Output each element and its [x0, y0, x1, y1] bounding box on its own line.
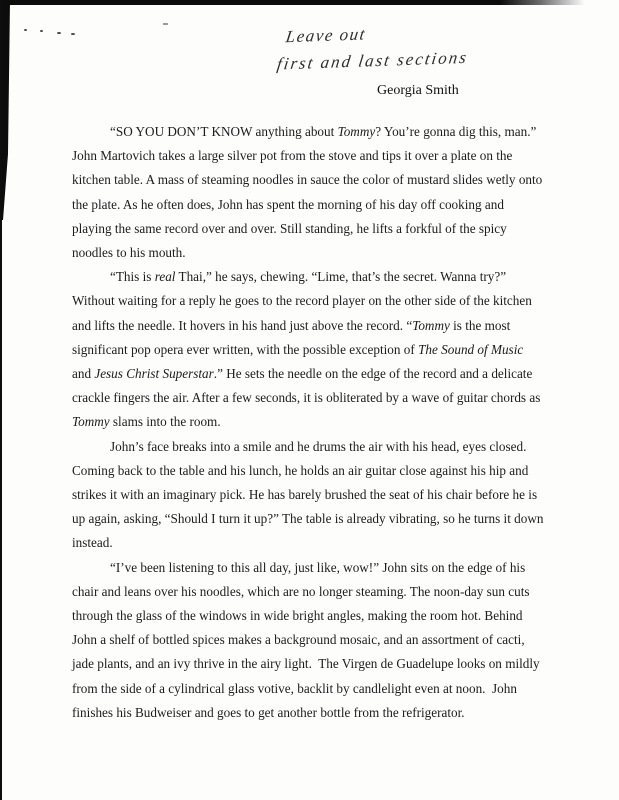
scan-edge-left-line: [0, 0, 2, 800]
scan-edge-top: [0, 0, 585, 5]
text-line: [72, 144, 568, 168]
scan-speck: [40, 30, 43, 32]
italic-text-segment: Tommy: [412, 317, 450, 333]
text-segment: the plate. As he often does, John has spent the morning of his day off cooking and: [72, 196, 504, 212]
text-line: [72, 338, 568, 362]
handwritten-note: [275, 17, 474, 78]
text-line: [72, 701, 568, 725]
text-segment: strikes it with an imaginary pick. He has barely brushed the seat of his chair before he is: [72, 487, 538, 503]
text-line: [72, 628, 568, 652]
text-segment: John Martovich takes a large silver pot from the stove and tips it over a plate on the: [72, 148, 513, 164]
text-segment: John’s face breaks into a smile and he drums the air with his head, eyes closed.: [110, 438, 527, 454]
text-segment: John a shelf of bottled spices makes a background mosaic, and an assortment of cacti,: [72, 632, 525, 648]
text-line: [72, 362, 568, 386]
text-segment: significant pop opera ever written, with the possible exception of: [72, 341, 419, 357]
text-line: [72, 459, 568, 483]
text-line: [72, 241, 568, 265]
text-segment: “SO YOU DON’T KNOW anything about: [110, 124, 338, 139]
author-byline: Georgia Smith: [377, 83, 459, 98]
scan-speck: [57, 32, 61, 34]
text-line: [72, 289, 568, 313]
text-segment: through the glass of the windows in wide bright angles, making the room hot. Behind: [72, 608, 523, 624]
text-segment: Without waiting for a reply he goes to the record player on the other side of the kitchen: [72, 293, 532, 309]
text-line: [72, 265, 568, 289]
italic-text-segment: Tommy: [72, 414, 110, 430]
paragraph: [72, 435, 568, 556]
handwritten-note-line2: first and last sections: [275, 47, 470, 74]
text-segment: “This is: [110, 269, 155, 285]
text-segment: ? You’re gonna dig this, man.”: [375, 124, 537, 139]
text-line: [72, 193, 568, 217]
text-line: [72, 652, 568, 676]
text-segment: instead.: [72, 535, 113, 551]
text-segment: .” He sets the needle on the edge of the record and a delicate: [213, 366, 533, 382]
text-line: [72, 120, 568, 144]
text-segment: chair and leans over his noodles, which are no longer steaming. The noon-day sun cuts: [72, 583, 530, 599]
text-segment: Coming back to the table and his lunch, he holds an air guitar close against his hip and: [72, 462, 529, 478]
text-segment: from the side of a cylindrical glass votive, backlit by candlelight even at noon. John: [72, 680, 517, 696]
italic-text-segment: real: [154, 269, 176, 285]
text-segment: noodles to his mouth.: [72, 245, 186, 261]
text-segment: crackle fingers the air. After a few seconds, it is obliterated by a wave of guitar chords as: [72, 390, 541, 406]
text-line: [72, 435, 568, 459]
text-line: [72, 677, 568, 701]
text-segment: jade plants, and an ivy thrive in the airy light. The Virgen de Guadelupe looks on mildly: [72, 656, 540, 672]
text-segment: Thai,” he says, chewing. “Lime, that’s the secret. Wanna try?”: [175, 269, 507, 285]
text-segment: up again, asking, “Should I turn it up?” The table is already vibrating, so he turns it down: [72, 511, 544, 527]
text-line: [72, 483, 568, 507]
text-line: [72, 410, 568, 434]
italic-text-segment: The Sound of Music: [418, 341, 524, 357]
text-segment: is the most: [449, 317, 511, 333]
scan-speck: [71, 33, 75, 35]
manuscript-body: [72, 120, 568, 725]
text-line: [72, 217, 568, 241]
text-line: [72, 604, 568, 628]
scan-speck: [163, 23, 168, 25]
text-line: [72, 507, 568, 531]
text-segment: “I’ve been listening to this all day, just like, wow!” John sits on the edge of his: [110, 559, 526, 575]
text-segment: playing the same record over and over. Still standing, he lifts a forkful of the spicy: [72, 220, 507, 236]
text-segment: and: [72, 366, 95, 382]
paragraph: [72, 556, 568, 725]
text-line: [72, 580, 568, 604]
text-line: [72, 531, 568, 555]
italic-text-segment: Tommy: [337, 124, 376, 139]
scan-speck: [24, 29, 27, 31]
text-line: [72, 314, 568, 338]
text-line: [72, 386, 568, 410]
paragraph: [72, 265, 568, 434]
text-segment: and lifts the needle. It hovers in his hand just above the record. “: [72, 317, 413, 333]
paragraph: [72, 120, 568, 265]
text-segment: finishes his Budweiser and goes to get another bottle from the refrigerator.: [72, 704, 465, 720]
text-line: [72, 168, 568, 192]
handwritten-note-line1: Leave out: [284, 24, 368, 47]
text-segment: slams into the room.: [109, 414, 221, 430]
text-segment: kitchen table. A mass of steaming noodles in sauce the color of mustard slides wetly onto: [72, 172, 543, 188]
text-line: [72, 556, 568, 580]
italic-text-segment: Jesus Christ Superstar: [94, 366, 214, 382]
